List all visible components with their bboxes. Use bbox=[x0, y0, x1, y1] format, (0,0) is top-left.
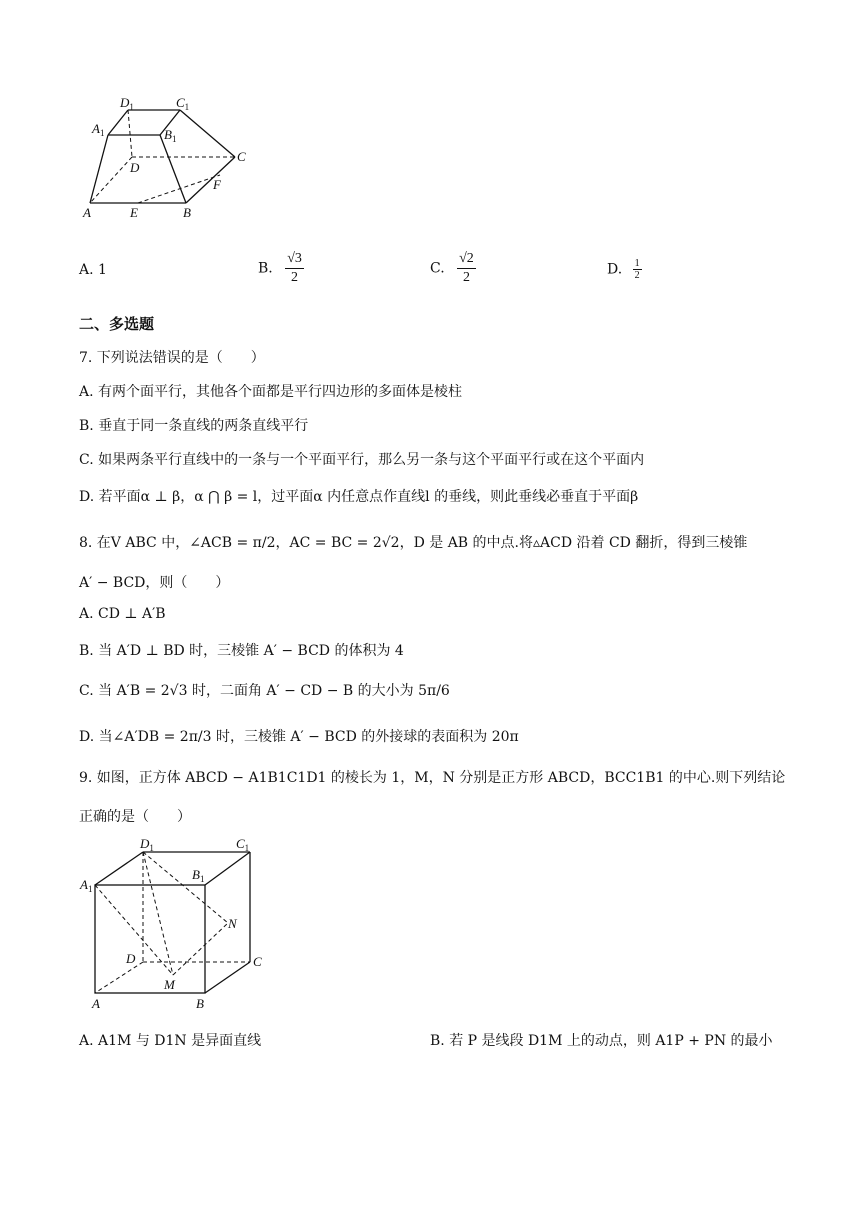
q7-option-d: D. 若平面α ⊥ β，α ⋂ β = l，过平面α 内任意点作直线l 的垂线，则此垂线必垂直于平面β bbox=[79, 489, 639, 505]
svg-text:B1: $B_1$ bbox=[192, 867, 205, 884]
q7-stem: 7. 下列说法错误的是（ ） bbox=[79, 350, 265, 366]
svg-text:C1: $C_1$ bbox=[236, 836, 250, 853]
svg-text:D: D bbox=[126, 951, 136, 966]
frustum-figure bbox=[80, 95, 260, 225]
svg-text:M: M bbox=[164, 977, 175, 992]
q6-option-c: C. $\frac{√2}{2}$ bbox=[430, 251, 474, 285]
q8-option-b: B. 当 A′D ⊥ BD 时，三棱锥 A′ − BCD 的体积为 4 bbox=[79, 643, 404, 659]
svg-text:A: A bbox=[83, 205, 91, 220]
svg-text:E: E bbox=[130, 205, 138, 220]
svg-text:A1: $A_1$ bbox=[92, 121, 105, 138]
svg-text:D: D bbox=[130, 160, 140, 175]
q9-option-a: A. A1M 与 D1N 是异面直线 bbox=[79, 1033, 262, 1049]
svg-text:D1: $D_1$ bbox=[140, 836, 154, 853]
svg-text:C: C bbox=[253, 954, 262, 969]
svg-text:D1: $D_1$ bbox=[120, 95, 134, 112]
svg-text:B: B bbox=[196, 996, 204, 1011]
cube-figure bbox=[78, 835, 278, 1015]
q8-option-d: D. 当∠A′DB = 2π/3 时，三棱锥 A′ − BCD 的外接球的表面积为 20π bbox=[79, 729, 519, 745]
svg-text:A: A bbox=[92, 996, 100, 1011]
section-title: 二、多选题 bbox=[79, 315, 155, 333]
q8-stem-line1: 8. 在V ABC 中，∠ACB = π/2，AC = BC = 2√2，D 是 AB 的中点.将▵ACD 沿着 CD 翻折，得到三棱锥 bbox=[79, 535, 748, 551]
svg-text:B1: $B_1$ bbox=[164, 127, 177, 144]
q8-stem-line2: A′ − BCD，则（ ） bbox=[79, 575, 230, 591]
q6-option-d: D. $\frac{1}{2}$ bbox=[607, 258, 640, 281]
q7-option-a: A. 有两个面平行，其他各个面都是平行四边形的多面体是棱柱 bbox=[79, 384, 463, 400]
svg-text:B: B bbox=[183, 205, 191, 220]
q7-option-c: C. 如果两条平行直线中的一条与一个平面平行，那么另一条与这个平面平行或在这个平面内 bbox=[79, 452, 645, 468]
q7-option-b: B. 垂直于同一条直线的两条直线平行 bbox=[79, 418, 309, 434]
q9-option-b: B. 若 P 是线段 D1M 上的动点，则 A1P + PN 的最小 bbox=[430, 1033, 773, 1049]
q6-option-a: A. 1 bbox=[79, 262, 107, 278]
svg-text:F: F bbox=[213, 177, 221, 192]
q9-stem-line1: 9. 如图，正方体 ABCD − A1B1C1D1 的棱长为 1，M，N 分别是正方形 ABCD，BCC1B1 的中心.则下列结论 bbox=[79, 770, 786, 786]
svg-text:A1: $A_1$ bbox=[80, 877, 93, 894]
svg-text:C1: $C_1$ bbox=[176, 95, 190, 112]
svg-text:C: C bbox=[237, 149, 246, 164]
svg-text:N: N bbox=[228, 916, 237, 931]
q8-option-a: A. CD ⊥ A′B bbox=[79, 606, 166, 622]
q9-stem-line2: 正确的是（ ） bbox=[79, 809, 191, 825]
q6-option-b: B. $\frac{√3}{2}$ bbox=[258, 251, 302, 285]
q8-option-c: C. 当 A′B = 2√3 时，二面角 A′ − CD − B 的大小为 5π/6 bbox=[79, 683, 450, 699]
